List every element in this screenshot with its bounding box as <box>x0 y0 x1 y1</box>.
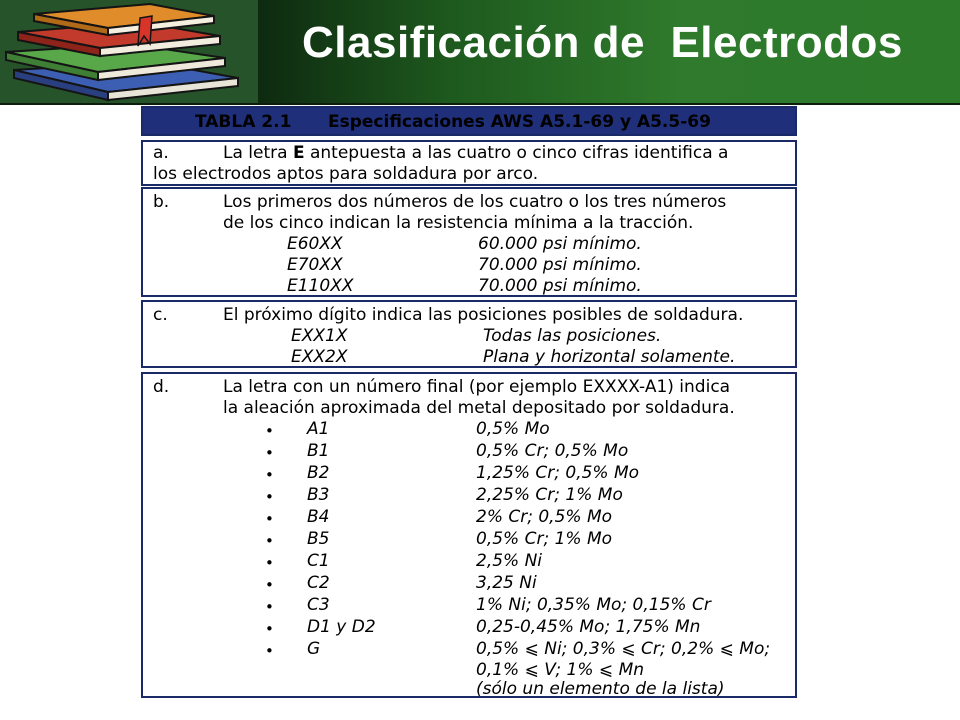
section-a-line2: los electrodos aptos para soldadura por arco. <box>153 164 539 184</box>
alloy-code: D1 y D2 <box>307 617 376 637</box>
bullet-icon: • <box>265 466 274 484</box>
page-title: Clasificación de Electrodos <box>302 18 903 67</box>
section-b-line2: de los cinco indican la resistencia mínima a la tracción. <box>223 213 694 233</box>
alloy-value: 1% Ni; 0,35% Mo; 0,15% Cr <box>476 595 711 615</box>
bullet-icon: • <box>265 510 274 528</box>
alloy-code: C2 <box>307 573 330 593</box>
table-caption <box>141 106 797 136</box>
section-b-code: E60XX <box>287 234 343 254</box>
alloy-value: 2% Cr; 0,5% Mo <box>476 507 613 527</box>
alloy-code: B1 <box>307 441 330 461</box>
alloy-code: B2 <box>307 463 330 483</box>
alloy-code: B4 <box>307 507 330 527</box>
alloy-value: 0,5% Cr; 1% Mo <box>476 529 613 549</box>
section-a-letter: a. <box>153 143 169 163</box>
alloy-code: B3 <box>307 485 330 505</box>
alloy-code: C3 <box>307 595 330 615</box>
alloy-code: B5 <box>307 529 330 549</box>
title-banner <box>258 0 960 104</box>
header <box>0 0 960 105</box>
section-b-letter: b. <box>153 192 170 212</box>
bullet-icon: • <box>265 598 274 616</box>
section-d-line1: La letra con un número final (por ejemplo EXXXX-A1) indica <box>223 377 731 397</box>
section-b <box>141 187 797 297</box>
bullet-icon: • <box>265 554 274 572</box>
alloy-value: 3,25 Ni <box>476 573 537 593</box>
alloy-value: 0,5% Mo <box>476 419 550 439</box>
alloy-note: (sólo un elemento de la lista) <box>476 679 725 699</box>
alloy-value: 2,5% Ni <box>476 551 543 571</box>
section-d-letter: d. <box>153 377 170 397</box>
section-b-value: 70.000 psi mínimo. <box>478 255 642 275</box>
alloy-value: 0,25-0,45% Mo; 1,75% Mn <box>476 617 701 637</box>
alloy-value: 2,25% Cr; 1% Mo <box>476 485 623 505</box>
bullet-icon: • <box>265 576 274 594</box>
alloy-value-continued: 0,1% ⩽ V; 1% ⩽ Mn <box>476 660 645 680</box>
bullet-icon: • <box>265 422 274 440</box>
books-icon <box>0 0 258 104</box>
section-c-letter: c. <box>153 305 168 325</box>
section-b-code: E110XX <box>287 276 354 296</box>
section-c-value: Todas las posiciones. <box>483 326 662 346</box>
section-c-line1: El próximo dígito indica las posiciones posibles de soldadura. <box>223 305 744 325</box>
section-c-code: EXX1X <box>291 326 348 346</box>
bullet-icon: • <box>265 444 274 462</box>
alloy-value: 1,25% Cr; 0,5% Mo <box>476 463 640 483</box>
table-caption-number: TABLA 2.1 <box>195 112 292 132</box>
section-a-line1: La letra E antepuesta a las cuatro o cinco cifras identifica a <box>223 143 729 163</box>
header-divider <box>0 103 960 105</box>
alloy-code: G <box>307 639 321 659</box>
section-a <box>141 140 797 186</box>
section-c <box>141 300 797 368</box>
bullet-icon: • <box>265 532 274 550</box>
section-c-value: Plana y horizontal solamente. <box>483 347 736 367</box>
bullet-icon: • <box>265 620 274 638</box>
section-b-value: 70.000 psi mínimo. <box>478 276 642 296</box>
section-d <box>141 372 797 698</box>
bullet-icon: • <box>265 642 274 660</box>
bullet-icon: • <box>265 488 274 506</box>
section-b-line1: Los primeros dos números de los cuatro o los tres números <box>223 192 727 212</box>
section-b-code: E70XX <box>287 255 343 275</box>
section-b-value: 60.000 psi mínimo. <box>478 234 642 254</box>
alloy-value: 0,5% ⩽ Ni; 0,3% ⩽ Cr; 0,2% ⩽ Mo; <box>476 639 771 659</box>
section-d-line2: la aleación aproximada del metal depositado por soldadura. <box>223 398 735 418</box>
books-logo <box>0 0 258 104</box>
alloy-value: 0,5% Cr; 0,5% Mo <box>476 441 629 461</box>
alloy-code: C1 <box>307 551 330 571</box>
alloy-code: A1 <box>307 419 330 439</box>
section-c-code: EXX2X <box>291 347 348 367</box>
table-caption-text: Especificaciones AWS A5.1-69 y A5.5-69 <box>328 112 711 132</box>
